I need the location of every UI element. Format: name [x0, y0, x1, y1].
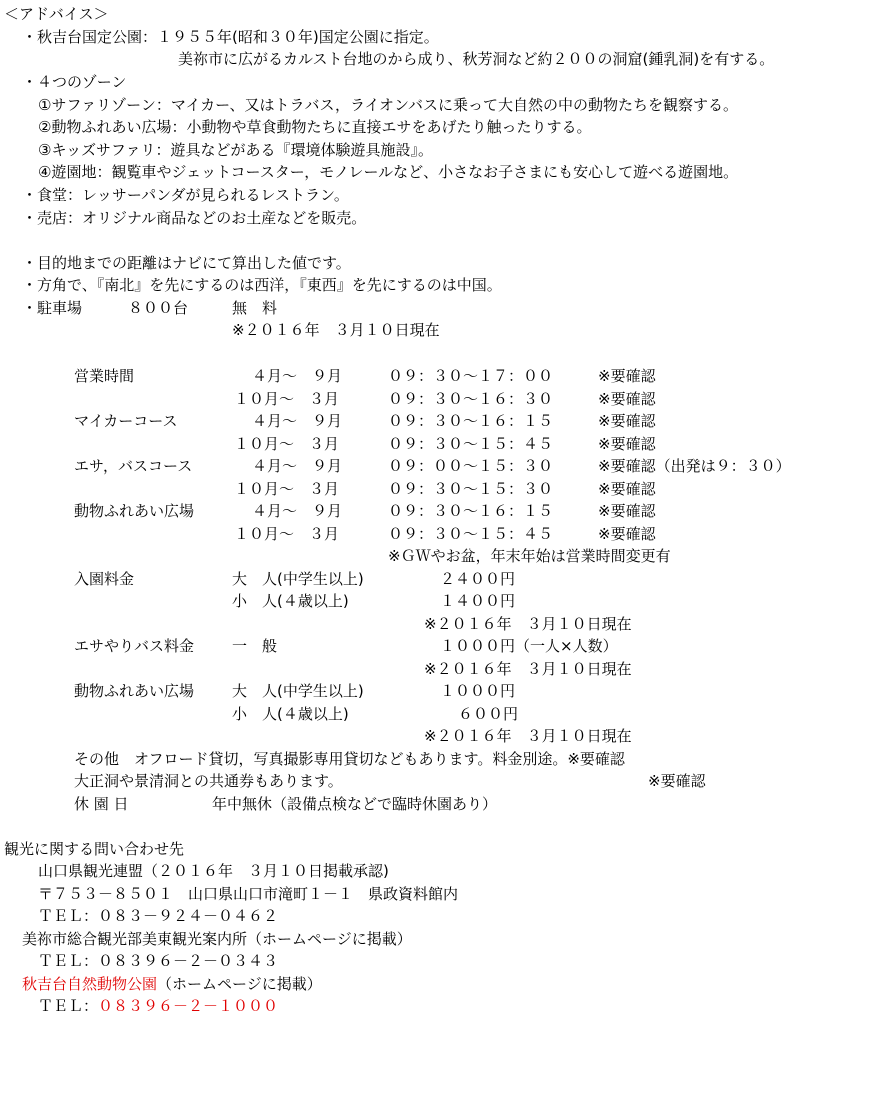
- hours-label: 動物ふれあい広場: [74, 502, 195, 520]
- contact-org-2-tel: ＴＥＬ：０８３９６－２－０３４３: [38, 952, 279, 970]
- contact-org-3-tel-label: ＴＥＬ：: [38, 997, 99, 1015]
- fees-as-of: ※２０１６年 ３月１０日現在: [424, 727, 632, 745]
- zone-item: ①サファリゾーン：マイカー、又はトラバス，ライオンバスに乗って大自然の中の動物たちを観察する。: [38, 96, 739, 114]
- hours-time: ０９：００～１５：３０: [388, 457, 554, 475]
- fees-as-of: ※２０１６年 ３月１０日現在: [424, 660, 632, 678]
- hours-period: ４月～ ９月: [252, 457, 343, 475]
- parking-fee: 無 料: [232, 299, 278, 317]
- zone-item: ③キッズサファリ：遊具などがある『環境体験遊具施設』。: [38, 141, 434, 159]
- hours-time: ０９：３０～１５：３０: [388, 480, 554, 498]
- contact-area-adult: 大 人(中学生以上): [232, 682, 364, 700]
- hours-time: ０９：３０～１６：３０: [388, 390, 554, 408]
- hours-period: １０月～ ３月: [234, 435, 340, 453]
- contact-org-2: 美祢市総合観光部美東観光案内所（ホームページに掲載）: [22, 930, 412, 948]
- hours-note: ※要確認: [598, 390, 656, 408]
- admission-label: 入園料金: [74, 570, 135, 588]
- hours-time: ０９：３０～１６：１５: [388, 412, 554, 430]
- bus-fee-general: 一 般: [232, 637, 278, 655]
- parking-count: ８００台: [128, 299, 189, 317]
- shop-line: ・売店：オリジナル商品などのお土産などを販売。: [22, 209, 367, 227]
- contact-org-1-tel: ＴＥＬ：０８３－９２４－０４６２: [38, 907, 279, 925]
- parking-as-of: ※２０１６年 ３月１０日現在: [232, 321, 440, 339]
- park-line-1: ・秋吉台国定公園：１９５５年(昭和３０年)国定公園に指定。: [22, 28, 439, 46]
- hours-time: ０９：３０～１５：４５: [388, 525, 554, 543]
- hours-period: １０月～ ３月: [234, 480, 340, 498]
- hours-label: 営業時間: [74, 367, 135, 385]
- closed-days-value: 年中無休（設備点検などで臨時休園あり）: [212, 795, 498, 813]
- admission-adult-price: ２４００円: [440, 570, 516, 588]
- contact-org-3-name: 秋吉台自然動物公園: [22, 975, 158, 993]
- contact-org-3: [22, 974, 322, 996]
- other-line-2-note: ※要確認: [648, 772, 706, 790]
- zone-item: ④遊園地：観覧車やジェットコースター，モノレールなど、小さなお子さまにも安心して遊べる遊園地。: [38, 163, 739, 181]
- contact-org-1-address: 〒７５３－８５０１ 山口県山口市滝町１－１ 県政資料館内: [38, 885, 459, 903]
- hours-label: エサ，バスコース: [74, 457, 193, 475]
- bus-fee-price: １０００円（一人×人数）: [440, 637, 618, 655]
- advice-heading: ＜アドバイス＞: [4, 5, 109, 23]
- contact-org-3-tel: [38, 996, 278, 1018]
- hours-period: ４月～ ９月: [252, 502, 343, 520]
- hours-note: ※要確認: [598, 480, 656, 498]
- distance-note: ・目的地までの距離はナビにて算出した値です。: [22, 254, 351, 272]
- zone-item: ②動物ふれあい広場：小動物や草食動物たちに直接エサをあげたり触ったりする。: [38, 118, 592, 136]
- hours-change-note: ※ＧＷやお盆，年末年始は営業時間変更有: [388, 547, 671, 565]
- zones-title: ・４つのゾーン: [22, 73, 127, 91]
- hours-period: １０月～ ３月: [234, 390, 340, 408]
- contact-org-3-suffix: （ホームページに掲載）: [157, 975, 322, 993]
- restaurant-line: ・食堂：レッサーパンダが見られるレストラン。: [22, 186, 349, 204]
- hours-note: ※要確認: [598, 435, 656, 453]
- other-line-1: その他 オフロード貸切，写真撮影専用貸切などもあります。料金別途。※要確認: [74, 750, 625, 768]
- other-line-2: 大正洞や景清洞との共通券もあります。: [74, 772, 343, 790]
- hours-time: ０９：３０～１５：４５: [388, 435, 554, 453]
- hours-time: ０９：３０～１６：１５: [388, 502, 554, 520]
- bus-fee-label: エサやりバス料金: [74, 637, 195, 655]
- contact-area-child-price: ６００円: [458, 705, 519, 723]
- park-line-2: 美祢市に広がるカルスト台地のから成り、秋芳洞など約２００の洞窟(鍾乳洞)を有する。: [178, 50, 775, 68]
- fees-as-of: ※２０１６年 ３月１０日現在: [424, 615, 632, 633]
- contact-area-fee-label: 動物ふれあい広場: [74, 682, 195, 700]
- hours-note: ※要確認: [598, 412, 656, 430]
- admission-adult: 大 人(中学生以上): [232, 570, 364, 588]
- closed-days-label: 休 園 日: [74, 795, 129, 813]
- contacts-title: 観光に関する問い合わせ先: [4, 840, 185, 858]
- contact-org-3-tel-number: ０８３９６－２－１０００: [98, 997, 279, 1015]
- direction-note: ・方角で、『南北』を先にするのは西洋，『東西』を先にするのは中国。: [22, 276, 502, 294]
- hours-period: ４月～ ９月: [252, 367, 343, 385]
- admission-child: 小 人(４歳以上): [232, 592, 349, 610]
- contact-area-adult-price: １０００円: [440, 682, 516, 700]
- hours-period: １０月～ ３月: [234, 525, 340, 543]
- hours-note: ※要確認: [598, 525, 656, 543]
- hours-period: ４月～ ９月: [252, 412, 343, 430]
- hours-note: ※要確認: [598, 367, 656, 385]
- contact-area-child: 小 人(４歳以上): [232, 705, 349, 723]
- hours-time: ０９：３０～１７：００: [388, 367, 554, 385]
- hours-label: マイカーコース: [74, 412, 178, 430]
- parking-label: ・駐車場: [22, 299, 83, 317]
- hours-note: ※要確認（出発は９：３０）: [598, 457, 791, 475]
- admission-child-price: １４００円: [440, 592, 516, 610]
- hours-note: ※要確認: [598, 502, 656, 520]
- contact-org-1: 山口県観光連盟（２０１６年 ３月１０日掲載承認): [38, 862, 389, 880]
